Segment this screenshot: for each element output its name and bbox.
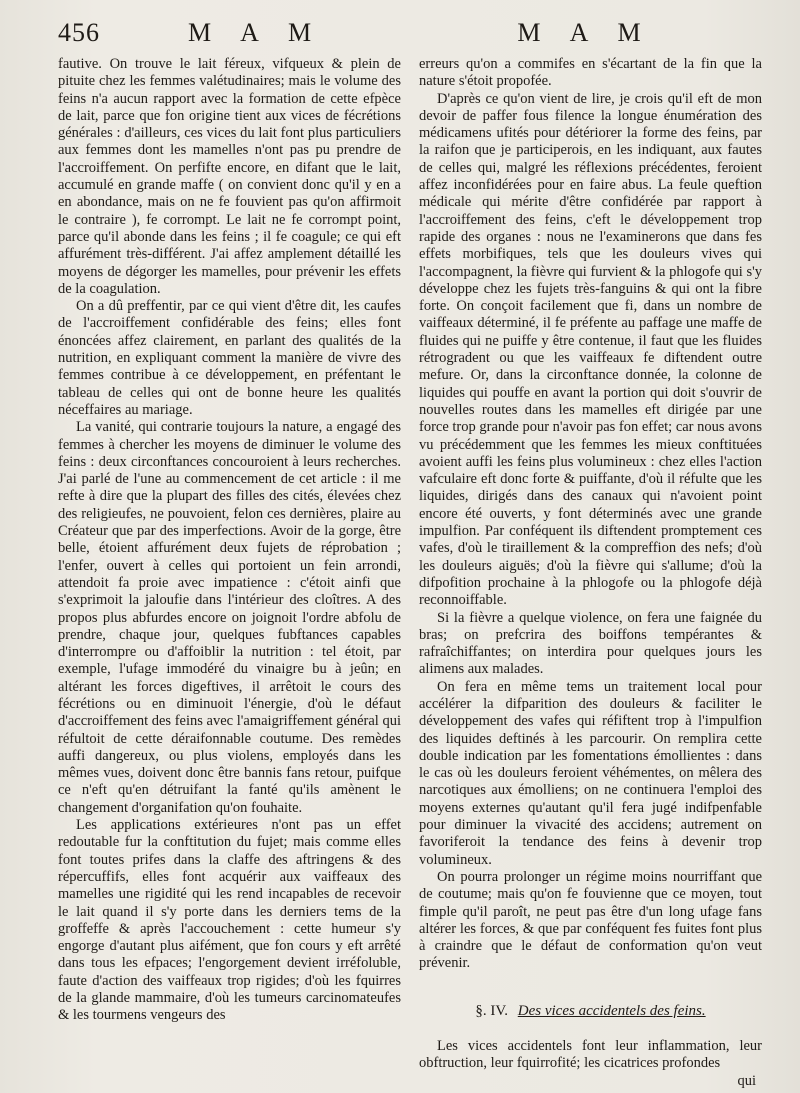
paragraph: La vanité, qui contrarie toujours la nature, a engagé des femmes à chercher les moyens de diminuer le volume des feins : deux circonftances concouroient à leurs recherches. J'ai parlé de l'une au commencement de cet article : il me refte à dire que la plupart des filles des cités, élevées chez des religieufes, ne pouvoient, felon ces dernières, plaire au Créateur que par des imperfections. Avoir de la gorge, être belle, étoient affurément deux fujets de réprobation ; l'enfer, ouvert à celles qui portoient un fein arrondi, attendoit fa proie avec impatience : c'étoit ainfi que s'exprimoit la jaloufie dans l'intérieur des cloîtres. A des propos plus abfurdes encore on joignoit l'ordre abfolu de prendre, chaque jour, quelques fubftances capables d'interrompre ou d'affoiblir la nutrition : tel étoit, par exemple, l'ufage immodéré du vinaigre bu à jeûn; en altérant les forces digeftives, il arrêtoit le cours des fécrétions ou en diminuoit l'énergie, d'où le défaut d'accroiffement des feins avec l'amaigriffement général qui réfultoit de cette déraifonnable coutume. Des remèdes auffi dangereux, ou plus violens, employés dans les mêmes vues, doivent donc être bannis fans retour, puifque ce n'eft qu'en détruifant la fanté qu'ils amènent le changement d'organifation qu'on fouhaite.	[58, 419, 401, 816]
paragraph: Les vices accidentels font leur inflammation, leur obftruction, leur fquirrofité; les cicatrices profondes	[419, 1038, 762, 1072]
text-columns	[58, 56, 762, 1090]
paragraph: Les applications extérieures n'ont pas un effet redoutable fur la conftitution du fujet; mais comme elles font toutes prifes dans la claffe des aftringens & des répercuffifs, elles font acquérir aux vaiffeaux des mamelles une rigidité qui les rend incapables de recevoir le lait quand il s'y porte dans les derniers tems de la groffeffe & après l'accouchement : cette humeur s'y engorge d'autant plus aifément, que fon cours y eft arrêté dans tous les efpaces; l'engorgement devient irréfoluble, faute d'action des vaiffeaux trop rigides; d'où les fquirres de la glande mammaire, d'où les tumeurs carcinomateufes & les tourmens vengeurs des	[58, 817, 401, 1024]
paragraph: D'après ce qu'on vient de lire, je crois qu'il eft de mon devoir de paffer fous filence la longue énumération des médicamens ufités pour détériorer la forme des feins, par la raifon que je participerois, en les indiquant, aux fautes de celles qui, malgré les réflexions précédentes, feroient affez inconfidérées pour en faire abus. La feule queftion médicale qui mérite d'être confidérée par rapport à l'accroiffement des feins, c'eft le développement trop rapide des organes : nous ne l'examinerons que dans fes effets morbifiques, tels que les douleurs vives qui l'accompagnent, la fièvre qui furvient & la phlogofe qui s'y développe chez les fujets très-fanguins & qui ont la fibre forte. On conçoit facilement que fi, dans un nombre de vaiffeaux déterminé, il fe préfente au paffage une maffe de fluides qui ne puiffe y être contenue, il faut que les fluides rétrogradent ou que les vaiffeaux fe diftendent outre mefure. Or, dans la circonftance donnée, la colonne de liquides qui pouffe en avant la portion qui doit s'ouvrir de nouvelles routes dans les mamelles eft dirigée par une force trop grande pour n'avoir pas fon effet; car nous avons vu précédemment que les femmes les mieux conftituées avoient auffi les feins plus volumineux : chez elles l'action vafculaire eft donc forte & puiffante, d'où il réfulte que les liquides, dirigés dans des canaux qui n'avoient point encore été ouverts, y font déterminés avec une grande impulfion. Par conféquent ils diftendent promptement ces vafes, d'où le tiraillement & la compreffion des nefs; d'où les douleurs aiguës; d'où la fièvre qui s'allume; d'où la difpofition prochaine à la phlogofe ou la phlogofe déjà reconnoiffable.	[419, 90, 762, 609]
section-title: Des vices accidentels des feins.	[517, 1002, 706, 1019]
paragraph: fautive. On trouve le lait féreux, vifqueux & plein de pituite chez les femmes valétudinaires; mais le volume des feins n'a aucun rapport avec la formation de cette efpèce de lait, parce que fon origine tient aux vices de fécrétions générales : d'ailleurs, ces vices du lait font plus particuliers aux femmes dont les mamelles n'ont pas pu prendre de l'accroiffement. On perfifte encore, en difant que le lait, accumulé en grande maffe ( on convient donc qu'il y en a en abondance, mais on ne fe fouvient pas qu'on affirmoit le contraire ), fe corrompt. Le lait ne fe corrompt point, parce qu'il abonde dans les feins ; il fe coagule; ce qui eft affurément très-différent. J'ai affez amplement détaillé les moyens de dégorger les mamelles, pour prévenir les effets de la coagulation.	[58, 56, 401, 297]
section-number: §. IV.	[475, 1002, 509, 1019]
paragraph: On pourra prolonger un régime moins nourriffant que de coutume; mais qu'on fe fouvienne que ce moyen, tout fimple qu'il paroît, ne peut pas être d'un long ufage fans altérer les forces, & que par conféquent fes fuites font plus à craindre que le défaut de conformation qu'on veut prévenir.	[419, 868, 762, 972]
paragraph: On a dû preffentir, par ce qui vient d'être dit, les caufes de l'accroiffement confidérable des feins; elles font énoncées affez clairement, en parlant des qualités de la nutrition, en expliquant comment la manière de vivre des femmes contribue à ce développement, en préfentant le tableau de celles qui ont de bonne heure les qualités néceffaires au mariage.	[58, 298, 401, 418]
catchword: qui	[737, 1072, 756, 1089]
running-head-right: M A M	[517, 18, 653, 47]
left-column	[58, 56, 401, 1090]
page-number: 456	[58, 18, 100, 47]
paragraph: erreurs qu'on a commifes en s'écartant de la fin que la nature s'étoit propofée.	[419, 56, 762, 90]
paragraph: On fera en même tems un traitement local pour accélérer la difparition des douleurs & faciliter le développement des vafes qui réfiftent trop à l'impulfion des liquides deftinés à les parcourir. On remplira cette double indication par les fomentations émollientes : dans le cas où les douleurs feroient véhémentes, on mêlera des narcotiques aux émolliens; on ne continuera l'emploi des moyens externes qu'autant qu'il fera jugé indifpenfable pour diminuer la vivacité des accidens; autrement on favoriferoit la tendance des feins à devenir trop volumineux.	[419, 678, 762, 868]
running-head-left: M A M	[188, 18, 324, 47]
page-header	[58, 20, 762, 48]
paragraph: Si la fièvre a quelque violence, on fera une faignée du bras; on prefcrira des boiffons tempérantes & rafraîchiffantes; on interdira pour quelques jours les alimens aux malades.	[419, 609, 762, 678]
right-column	[419, 56, 762, 1090]
section-heading	[419, 1003, 762, 1020]
